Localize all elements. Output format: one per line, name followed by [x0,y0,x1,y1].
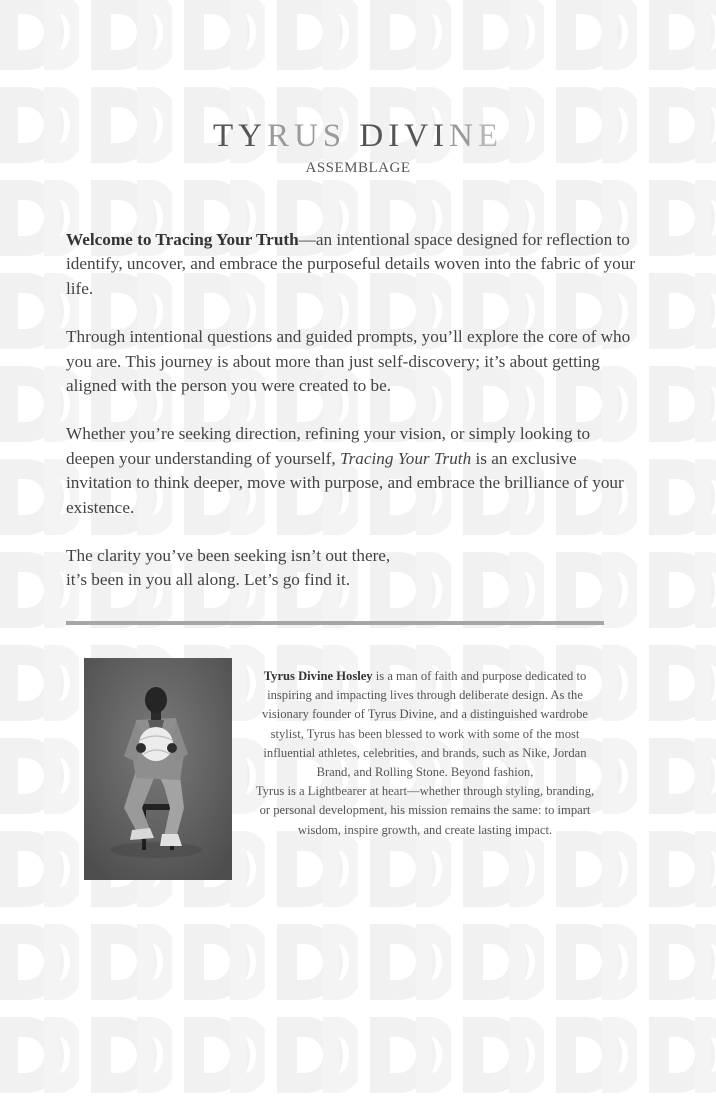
intro-tracing-your-truth-italic: Tracing Your Truth [339,448,472,468]
bio-section [252,667,598,840]
brand-subtitle: ASSEMBLAGE [305,160,411,176]
intro-paragraph-3-end: is an exclusive invitation to think deeper, move with purpose, and embrace the brilliance of your existence. [66,448,624,517]
brand-title-part: TY [212,118,267,154]
bio-text-1: is a man of faith and purpose dedicated to inspiring and impacting lives through deliberate design. As the visionary founder of Tyrus Divine, and a distinguished wardrobe stylist, Tyrus has been blessed to work with some of the most influential athletes, celebrities, and brands, such as Nike, Jordan Brand, and Rolling Stone. Beyond fashion, [262,669,588,780]
intro-paragraph-1-text: —an intentional space designed for reflection to identify, uncover, and embrace the purposeful details woven into the fabric of your life. [66,230,636,298]
section-divider [66,621,604,625]
bio-paragraph-1 [252,667,598,782]
brand-title [0,118,716,155]
portrait-illustration [84,658,232,880]
intro-paragraph-3-start: Whether you’re seeking direction, refining your vision, or simply looking to deepen your understanding of yourself, [66,424,591,468]
bio-paragraph-2: Tyrus is a Lightbearer at heart—whether through styling, branding, or personal development, his mission remains the same: to impart wisdom, inspire growth, and create lasting impact. [255,784,595,837]
bio-name-bold: Tyrus Divine Hosley [263,669,373,683]
brand-title-light-part: RUS [266,118,347,154]
intro-welcome-bold: Welcome to Tracing Your Truth [66,230,299,249]
brand-title-part: DIVI [359,118,450,154]
intro-paragraph-4 [66,544,636,593]
intro-paragraph-1 [66,228,636,301]
portrait-photo [84,658,232,880]
intro-paragraph-3 [66,422,636,520]
brand-title-light-part: N [449,118,478,154]
intro-paragraph-4-line-2: it’s been in you all along. Let’s go find it. [66,570,351,590]
intro-paragraph-2: Through intentional questions and guided prompts, you’ll explore the core of who you are. This journey is about more than just self-discovery; it’s about getting aligned with the person you were created to be. [66,327,631,396]
intro-section [66,228,636,617]
brand-title-light-part: E [477,118,504,154]
intro-paragraph-4-line-1: The clarity you’ve been seeking isn’t out there, [66,546,391,566]
